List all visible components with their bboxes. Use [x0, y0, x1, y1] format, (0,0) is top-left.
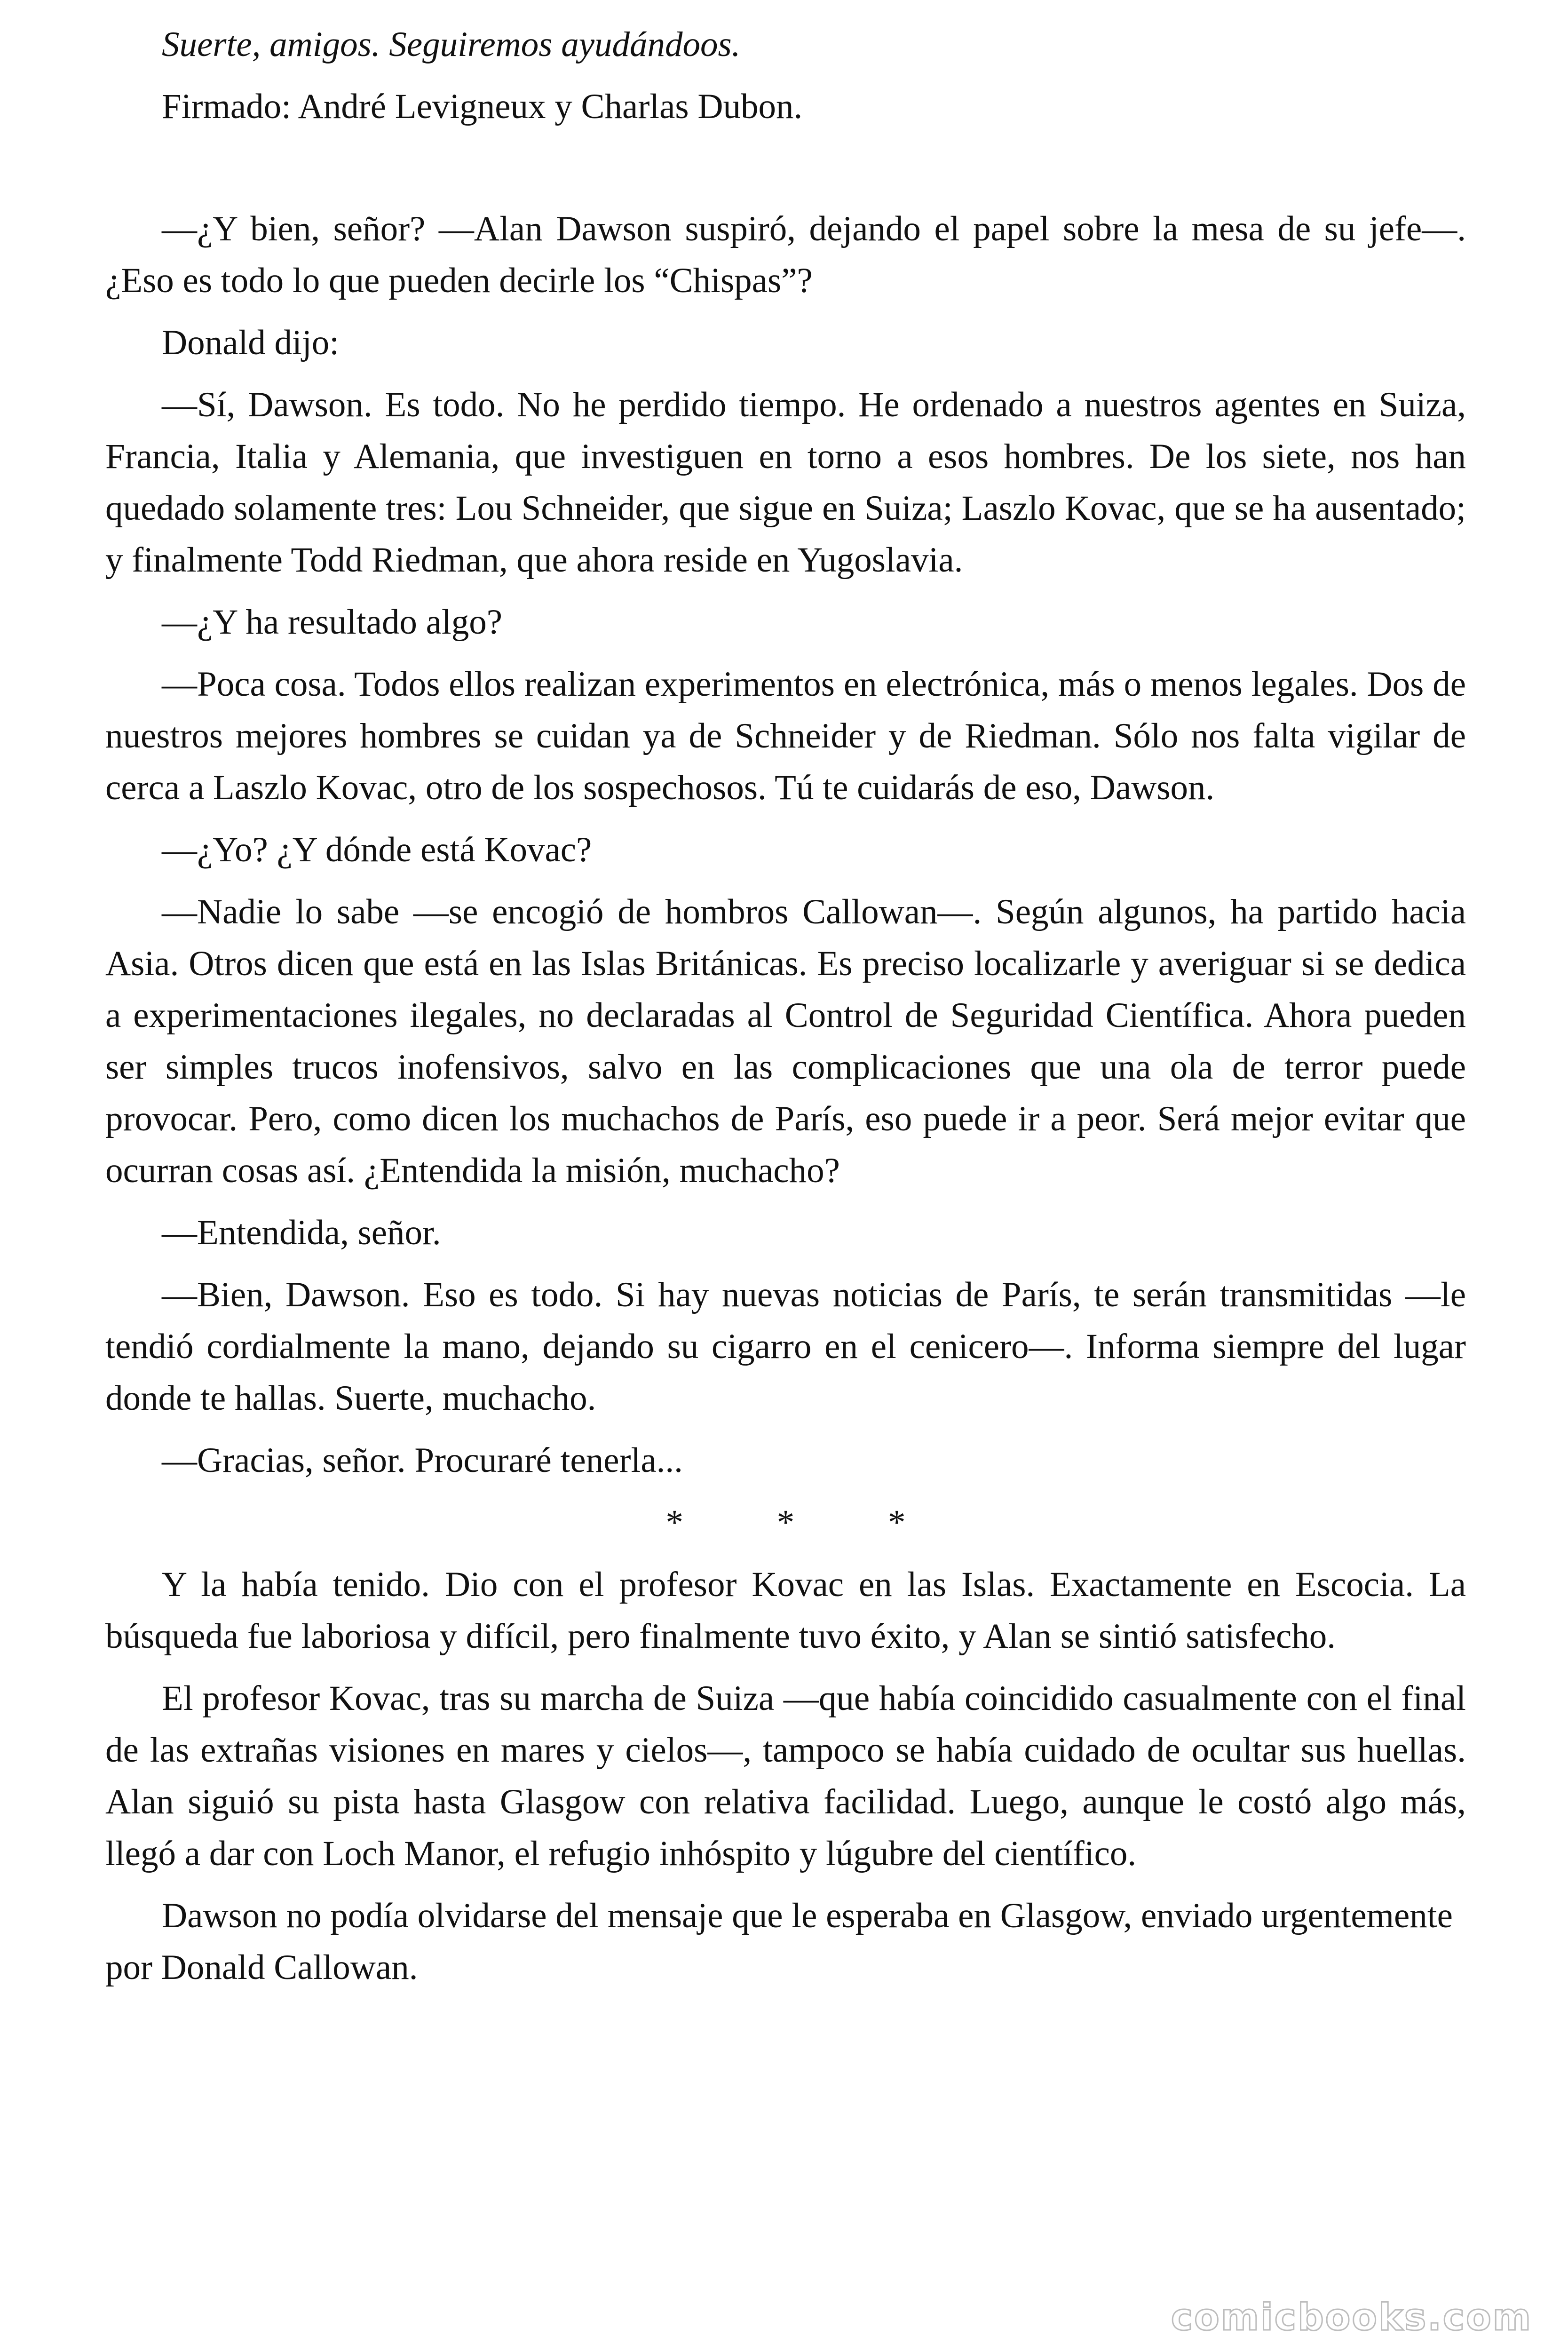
letter-closing: Suerte, amigos. Seguiremos ayudándoos. [162, 25, 741, 64]
paragraph: —Bien, Dawson. Eso es todo. Si hay nuevas noticias de París, te serán transmitidas —le tendió cordialmente la mano, dejando su cigarro en el cenicero—. Informa siempre del lugar donde te hallas. Suerte, muchacho. [105, 1275, 1466, 1418]
paragraph: Y la había tenido. Dio con el profesor Kovac en las Islas. Exactamente en Escocia. La búsqueda fue laboriosa y difícil, pero finalmente tuvo éxito, y Alan se sintió satisfecho. [105, 1565, 1466, 1656]
paragraph: —Gracias, señor. Procuraré tenerla... [162, 1441, 683, 1480]
letter-signature: Firmado: André Levigneux y Charlas Dubon. [162, 87, 803, 126]
paragraph: —Nadie lo sabe —se encogió de hombros Callowan—. Según algunos, ha partido hacia Asia. Otros dicen que está en las Islas Británicas. Es preciso localizarle y averiguar si se dedica a experimentaciones ilegales, no declaradas al Control de Seguridad Científica. Ahora pueden ser simples trucos inofensivos, salvo en las complicaciones que una ola de terror puede provocar. Pero, como dicen los muchachos de París, eso puede ir a peor. Será mejor evitar que ocurran cosas así. ¿Entendida la misión, muchacho? [105, 892, 1466, 1190]
paragraph: —Sí, Dawson. Es todo. No he perdido tiempo. He ordenado a nuestros agentes en Suiza, Francia, Italia y Alemania, que investiguen en torno a esos hombres. De los siete, nos han quedado solamente tres: Lou Schneider, que sigue en Suiza; Laszlo Kovac, que se ha ausentado; y finalmente Todd Riedman, que ahora reside en Yugoslavia. [105, 385, 1466, 580]
paragraph: —¿Y bien, señor? —Alan Dawson suspiró, dejando el papel sobre la mesa de su jefe—. ¿Eso es todo lo que pueden decirle los “Chispas”? [105, 209, 1466, 300]
book-page [105, 19, 1466, 2004]
paragraph: Dawson no podía olvidarse del mensaje que le esperaba en Glasgow, enviado urgentemente por Donald Callowan. [105, 1896, 1453, 1987]
paragraph: —¿Y ha resultado algo? [162, 603, 503, 642]
watermark-logo: comicbooks.com [1171, 2296, 1532, 2339]
paragraph: —Entendida, señor. [162, 1213, 441, 1252]
paragraph: Donald dijo: [162, 323, 340, 362]
scene-break-separator: * * * [665, 1503, 948, 1542]
paragraph: —¿Yo? ¿Y dónde está Kovac? [162, 830, 592, 869]
paragraph: —Poca cosa. Todos ellos realizan experimentos en electrónica, más o menos legales. Dos de nuestros mejores hombres se cuidan ya de Schneider y de Riedman. Sólo nos falta vigilar de cerca a Laszlo Kovac, otro de los sospechosos. Tú te cuidarás de eso, Dawson. [105, 665, 1466, 807]
paragraph: El profesor Kovac, tras su marcha de Suiza —que había coincidido casualmente con el final de las extrañas visiones en mares y cielos—, tampoco se había cuidado de ocultar sus huellas. Alan siguió su pista hasta Glasgow con relativa facilidad. Luego, aunque le costó algo más, llegó a dar con Loch Manor, el refugio inhóspito y lúgubre del científico. [105, 1679, 1466, 1873]
